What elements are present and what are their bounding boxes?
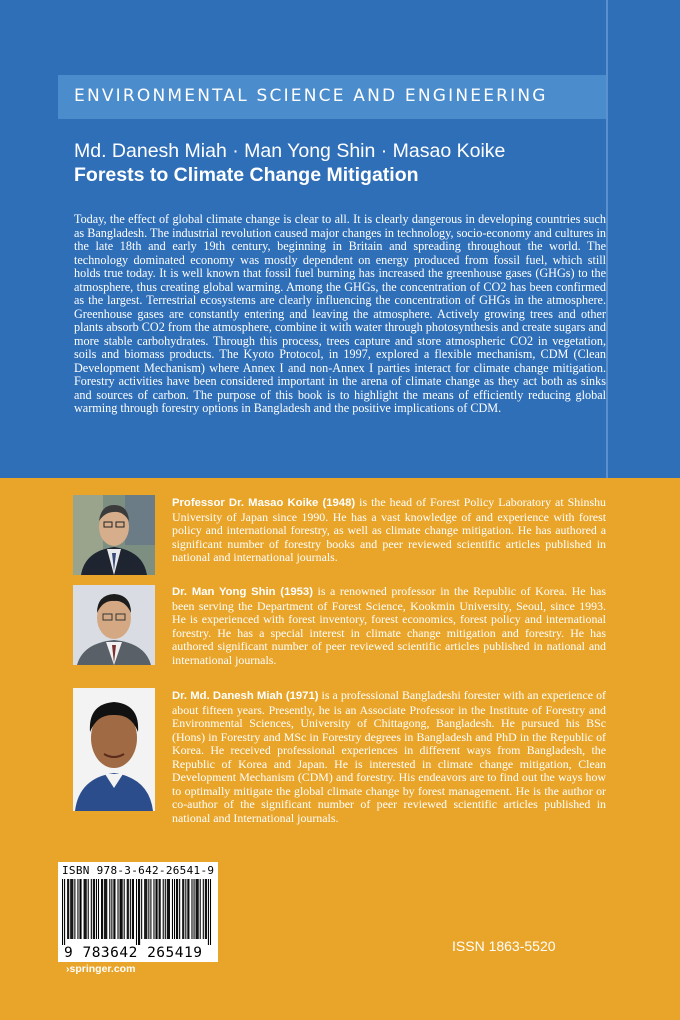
author-list: Md. Danesh Miah · Man Yong Shin · Masao Koike [74, 140, 506, 162]
barcode-bar [88, 879, 89, 939]
barcode-bar [200, 879, 201, 939]
barcode-bar [77, 879, 78, 939]
barcode-bar [208, 879, 209, 945]
barcode-bar [132, 879, 133, 939]
isbn-label: ISBN 978-3-642-26541-9 [62, 864, 215, 877]
springer-link[interactable]: ›springer.com [66, 963, 136, 975]
bio-shin [172, 585, 606, 667]
barcode-bar [174, 879, 175, 939]
barcode-bar [185, 879, 186, 939]
barcode-bar [191, 879, 192, 939]
barcode-bar [163, 879, 164, 939]
barcode-bar [120, 879, 121, 939]
barcode-bar [122, 879, 123, 939]
barcode-bar [86, 879, 87, 939]
issn-label: ISSN 1863-5520 [452, 938, 556, 954]
barcode-bar [188, 879, 189, 939]
bio-name-shin: Dr. Man Yong Shin (1953) [172, 586, 313, 598]
barcode-bar [113, 879, 114, 939]
barcode-bar [205, 879, 206, 939]
barcode-bar [111, 879, 112, 939]
series-name: ENVIRONMENTAL SCIENCE AND ENGINEERING [74, 86, 548, 106]
barcode-bar [98, 879, 99, 939]
barcode-bar [79, 879, 80, 939]
author-photo-koike [73, 495, 155, 575]
barcode-bar [196, 879, 197, 939]
barcode-bar [84, 879, 85, 939]
barcode-bar [145, 879, 146, 939]
barcode-bar [70, 879, 71, 939]
barcode-bar [141, 879, 142, 939]
barcode-bar [128, 879, 129, 939]
barcode-bar [172, 879, 173, 939]
bio-text-shin: is a renowned professor in the Republic of Korea. He has been serving the Department of Forest Science, Kookmin University, Seoul, since 1993. He is experienced with forest inventory, forest economics, forest policy and international forestry. He has a special interest in climate change mitigation and forestry. He has authored significant number of peer reviewed scientific articles published in national and international journals. [172, 584, 606, 667]
barcode [62, 879, 212, 949]
barcode-bar [160, 879, 161, 939]
barcode-bar [148, 879, 149, 939]
barcode-bar [138, 879, 139, 945]
barcode-bar [72, 879, 73, 939]
bio-text-miah: is a professional Bangladeshi forester with an experience of about fifteen years. Presently, he is an Associate Professor in the Institute of Forestry and Environmental Sciences, University of Chittagong, Bangladesh. He pursued his BSc (Hons) in Forestry and MSc in Forestry degrees in Bangladesh and PhD in the Republic of Korea. He received professional experiences in different ways from Bangladesh, the Republic of Korea and Japan. He is interested in climate change mitigation, Clean Development Mechanism (CDM) and forestry. His endeavors are to find out the ways how to optimally mitigate the global climate change by forest management. He is the author or co-author of the significant number of peer reviewed scientific articles published in national and International journals. [172, 688, 606, 825]
barcode-bar [62, 879, 63, 945]
barcode-bar [153, 879, 154, 939]
abstract-text: Today, the effect of global climate change is clear to all. It is clearly dangerous in developing countries such as Bangladesh. The industrial revolution caused major changes in technology, socio-economy and cultures in the late 18th and early 19th century, beginning in Britain and spreading throughout the world. The technology dominated economy was mostly dependent on energy produced from fossil fuel, which still holds true today. It is well known that fossil fuel burning has increased the greenhouse gases (GHGs) to the atmosphere, thus creating global warming. Among the GHGs, the concentration of CO2 has been confirmed as the largest. Terrestrial ecosystems are clearly influencing the concentration of GHGs in the atmosphere. Greenhouse gases are constantly entering and leaving the atmosphere. Actively growing trees and other plants absorb CO2 from the atmosphere, combine it with water through photosynthesis and create sugars and more stable carbohydrates. Through this process, trees capture and store atmospheric CO2 in vegetation, soils and biomass products. The Kyoto Protocol, in 1997, explored a flexible mechanism, CDM (Clean Development Mechanism) where Annex I and non-Annex I parties interact for climate change mitigation. Forestry activities have been considered important in the arena of climate change as they act both as sinks and sources of carbon. The purpose of this book is to highlight the means of efficiently reducing global warming through forestry options in Bangladesh and the positive implications of CDM. [74, 212, 606, 415]
bio-name-miah: Dr. Md. Danesh Miah (1971) [172, 690, 319, 702]
barcode-bar [210, 879, 211, 945]
barcode-bar [80, 879, 81, 939]
barcode-bar [165, 879, 166, 939]
barcode-bar [206, 879, 207, 939]
book-title: Forests to Climate Change Mitigation [74, 164, 419, 186]
barcode-bar [85, 879, 86, 939]
barcode-bar [101, 879, 102, 939]
barcode-bar [157, 879, 158, 939]
barcode-bar [64, 879, 65, 945]
barcode-bar [71, 879, 72, 939]
barcode-bar [74, 879, 75, 939]
barcode-bar [169, 879, 170, 939]
barcode-bar [130, 879, 131, 939]
barcode-bar [187, 879, 188, 939]
barcode-bar [167, 879, 168, 939]
isbn-digits: 9 783642 265419 [64, 945, 203, 961]
barcode-bar [146, 879, 147, 939]
barcode-bar [102, 879, 103, 939]
barcode-bar [197, 879, 198, 939]
barcode-bar [179, 879, 180, 939]
barcode-bar [150, 879, 151, 939]
barcode-bar [182, 879, 183, 939]
bio-name-koike: Professor Dr. Masao Koike (1948) [172, 497, 356, 509]
bio-koike [172, 496, 606, 565]
barcode-bar [105, 879, 106, 939]
barcode-bar [139, 879, 140, 945]
barcode-bar [127, 879, 128, 939]
barcode-bar [194, 879, 195, 939]
barcode-bar [198, 879, 199, 939]
barcode-bar [155, 879, 156, 939]
barcode-bar [91, 879, 92, 939]
barcode-bar [124, 879, 125, 939]
barcode-bar [121, 879, 122, 939]
barcode-bar [104, 879, 105, 939]
barcode-bar [177, 879, 178, 939]
barcode-bar [168, 879, 169, 939]
barcode-bar [67, 879, 68, 939]
barcode-bar [159, 879, 160, 939]
bio-miah [172, 689, 606, 825]
barcode-bar [109, 879, 110, 939]
barcode-bar [176, 879, 177, 939]
author-photo-miah [73, 688, 155, 811]
author-photo-shin [73, 585, 155, 665]
barcode-bar [183, 879, 184, 939]
barcode-bar [144, 879, 145, 939]
barcode-bar [94, 879, 95, 939]
barcode-bar [203, 879, 204, 939]
barcode-bar [133, 879, 134, 939]
barcode-bar [136, 879, 137, 945]
barcode-bar [114, 879, 115, 939]
barcode-bar [93, 879, 94, 939]
barcode-bar [96, 879, 97, 939]
barcode-bar [68, 879, 69, 939]
barcode-bar [106, 879, 107, 939]
vertical-divider [606, 0, 608, 478]
bio-text-koike: is the head of Forest Policy Laboratory at Shinshu University of Japan since 1990. He has a vast knowledge of and experience with forest policy and international forestry, as well as climate change mitigation. He has authored a significant number of forestry books and peer reviewed scientific articles published in national and international journals. [172, 495, 606, 564]
barcode-bar [117, 879, 118, 939]
